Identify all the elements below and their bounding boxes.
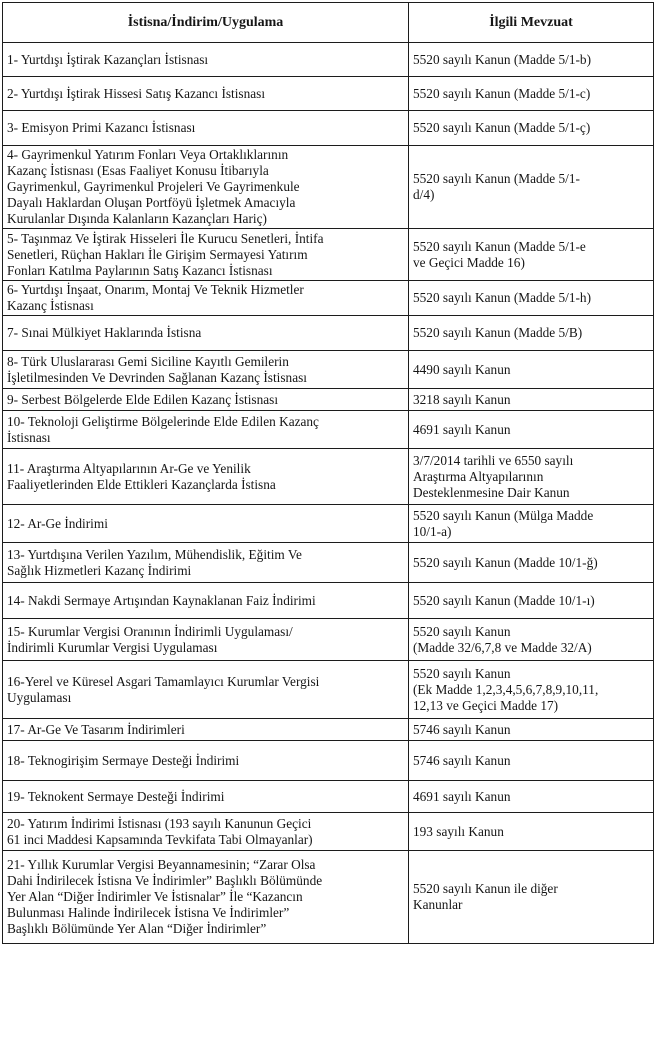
column-header-legislation: İlgili Mevzuat [409,3,654,43]
exemption-text: 2- Yurtdışı İştirak Hissesi Satış Kazancı İstisnası [7,85,266,101]
table-row [3,813,654,851]
table-row [3,543,654,583]
legislation-text: 5520 sayılı Kanun (Mülga Madde 10/1-a) [413,507,594,539]
table-row [3,449,654,505]
legislation-cell [409,719,654,741]
table-row [3,781,654,813]
legislation-text: 5520 sayılı Kanun (Madde 5/1-c) [413,85,591,101]
exemption-cell [3,146,409,229]
legislation-cell [409,583,654,619]
exemption-cell [3,851,409,944]
legislation-cell [409,505,654,543]
exemption-cell [3,77,409,111]
legislation-cell [409,351,654,389]
exemption-text: 19- Teknokent Sermaye Desteği İndirimi [7,788,225,804]
legislation-cell [409,411,654,449]
exemption-text: 1- Yurtdışı İştirak Kazançları İstisnası [7,51,209,67]
exemption-text: 20- Yatırım İndirimi İstisnası (193 sayılı Kanunun Geçici 61 inci Maddesi Kapsamında Tevkifata Tabi Olmayanlar) [7,815,313,847]
legislation-cell [409,146,654,229]
exemption-cell [3,111,409,146]
legislation-cell [409,229,654,281]
table-header-row [3,3,654,43]
legislation-cell [409,316,654,351]
exemption-cell [3,813,409,851]
legislation-cell [409,449,654,505]
table-row [3,389,654,411]
legislation-cell [409,77,654,111]
legislation-cell [409,543,654,583]
table-row [3,741,654,781]
exemption-text: 21- Yıllık Kurumlar Vergisi Beyannamesinin; “Zarar Olsa Dahi İndirilecek İstisna Ve İndirimler” Başlıklı Bölümünde Yer Alan “Diğer İndirimler Ve İstisnalar” İle “Kazancın Bulunması Halinde İndirilecek İstisna Ve İndirimler” Başlıklı Bölümünde Yer Alan “Diğer İndirimler” [7,857,323,936]
table-row [3,583,654,619]
exemption-text: 18- Teknogirişim Sermaye Desteği İndirimi [7,752,240,768]
exemption-text: 10- Teknoloji Geliştirme Bölgelerinde Elde Edilen Kazanç İstisnası [7,413,319,445]
exemption-text: 11- Araştırma Altyapılarının Ar-Ge ve Yenilik Faaliyetlerinden Elde Ettikleri Kazançlarda İstisna [7,460,276,492]
legislation-cell [409,389,654,411]
exemption-cell [3,449,409,505]
legislation-text: 5520 sayılı Kanun (Madde 32/6,7,8 ve Madde 32/A) [413,623,592,655]
legislation-cell [409,281,654,316]
legislation-text: 5520 sayılı Kanun (Madde 5/1-e ve Geçici Madde 16) [413,238,586,270]
exemption-text: 12- Ar-Ge İndirimi [7,515,108,531]
legislation-text: 3218 sayılı Kanun [413,391,511,407]
exemption-cell [3,741,409,781]
exemption-cell [3,351,409,389]
table-row [3,851,654,944]
exemption-text: 15- Kurumlar Vergisi Oranının İndirimli Uygulaması/ İndirimli Kurumlar Vergisi Uygulaması [7,623,293,655]
document [2,2,653,944]
exemption-text: 13- Yurtdışına Verilen Yazılım, Mühendislik, Eğitim Ve Sağlık Hizmetleri Kazanç İndirimi [7,546,302,578]
legislation-cell [409,813,654,851]
legislation-text: 5520 sayılı Kanun (Madde 5/1-h) [413,290,591,305]
legislation-cell [409,741,654,781]
exemption-cell [3,543,409,583]
table-row [3,505,654,543]
legislation-text: 4691 sayılı Kanun [413,788,511,804]
exemption-cell [3,505,409,543]
exemption-text: 4- Gayrimenkul Yatırım Fonları Veya Ortaklıklarının Kazanç İstisnası (Esas Faaliyet Konusu İtibarıyla Gayrimenkul, Gayrimenkul Projeleri Ve Gayrimenkule Dayalı Haklardan Oluşan Portföyü İşletmek Amacıyla Kurulanlar Dışında Kalanların Kazançları Hariç) [7,147,300,226]
table-row [3,229,654,281]
legislation-text: 5520 sayılı Kanun ile diğer Kanunlar [413,881,558,912]
table-row [3,719,654,741]
legislation-text: 5520 sayılı Kanun (Madde 5/1-b) [413,51,591,67]
exemption-cell [3,781,409,813]
legislation-text: 4691 sayılı Kanun [413,421,511,437]
exemption-text: 6- Yurtdışı İnşaat, Onarım, Montaj Ve Teknik Hizmetler Kazanç İstisnası [7,282,304,313]
legislation-cell [409,43,654,77]
exemption-text: 9- Serbest Bölgelerde Elde Edilen Kazanç İstisnası [7,391,279,407]
exemption-cell [3,281,409,316]
table-row [3,351,654,389]
table-row [3,411,654,449]
table-row [3,77,654,111]
table-row [3,146,654,229]
legislation-cell [409,851,654,944]
table-row [3,619,654,661]
legislation-text: 3/7/2014 tarihli ve 6550 sayılı Araştırma Altyapılarının Desteklenmesine Dair Kanun [413,452,574,500]
exemption-text: 5- Taşınmaz Ve İştirak Hisseleri İle Kurucu Senetleri, İntifa Senetleri, Rüçhan Hakları İle Girişim Sermayesi Yatırım Fonları Katılma Paylarının Satış Kazancı İstisnası [7,230,324,278]
legislation-text: 5520 sayılı Kanun (Madde 5/1- d/4) [413,171,580,202]
table-row [3,661,654,719]
legislation-text: 193 sayılı Kanun [413,823,504,839]
legislation-cell [409,619,654,661]
exemption-cell [3,719,409,741]
exemption-text: 14- Nakdi Sermaye Artışından Kaynaklanan Faiz İndirimi [7,592,316,608]
exemption-text: 17- Ar-Ge Ve Tasarım İndirimleri [7,721,185,737]
exemption-cell [3,229,409,281]
legislation-text: 5746 sayılı Kanun [413,752,511,768]
exemption-cell [3,583,409,619]
legislation-text: 5520 sayılı Kanun (Madde 5/B) [413,325,583,340]
exemption-cell [3,661,409,719]
exemption-text: 16-Yerel ve Küresel Asgari Tamamlayıcı Kurumlar Vergisi Uygulaması [7,673,320,705]
legislation-text: 5520 sayılı Kanun (Madde 10/1-ğ) [413,554,598,570]
exemption-text: 3- Emisyon Primi Kazancı İstisnası [7,120,196,135]
column-header-exemption: İstisna/İndirim/Uygulama [3,3,409,43]
legislation-text: 5746 sayılı Kanun [413,721,511,737]
exemption-text: 8- Türk Uluslararası Gemi Siciline Kayıtlı Gemilerin İşletilmesinden Ve Devrinden Sağlanan Kazanç İstisnası [7,353,307,385]
table-row [3,111,654,146]
legislation-text: 5520 sayılı Kanun (Ek Madde 1,2,3,4,5,6,7,8,9,10,11, 12,13 ve Geçici Madde 17) [413,665,599,713]
exemption-cell [3,411,409,449]
legislation-text: 5520 sayılı Kanun (Madde 10/1-ı) [413,592,595,608]
table-row [3,316,654,351]
exemption-cell [3,43,409,77]
legislation-text: 4490 sayılı Kanun [413,361,511,377]
exemption-cell [3,316,409,351]
exemption-text: 7- Sınai Mülkiyet Haklarında İstisna [7,325,202,340]
exemption-cell [3,619,409,661]
legislation-table [2,2,654,944]
exemption-cell [3,389,409,411]
legislation-cell [409,781,654,813]
table-row [3,281,654,316]
legislation-cell [409,111,654,146]
table-row [3,43,654,77]
legislation-cell [409,661,654,719]
legislation-text: 5520 sayılı Kanun (Madde 5/1-ç) [413,120,591,135]
